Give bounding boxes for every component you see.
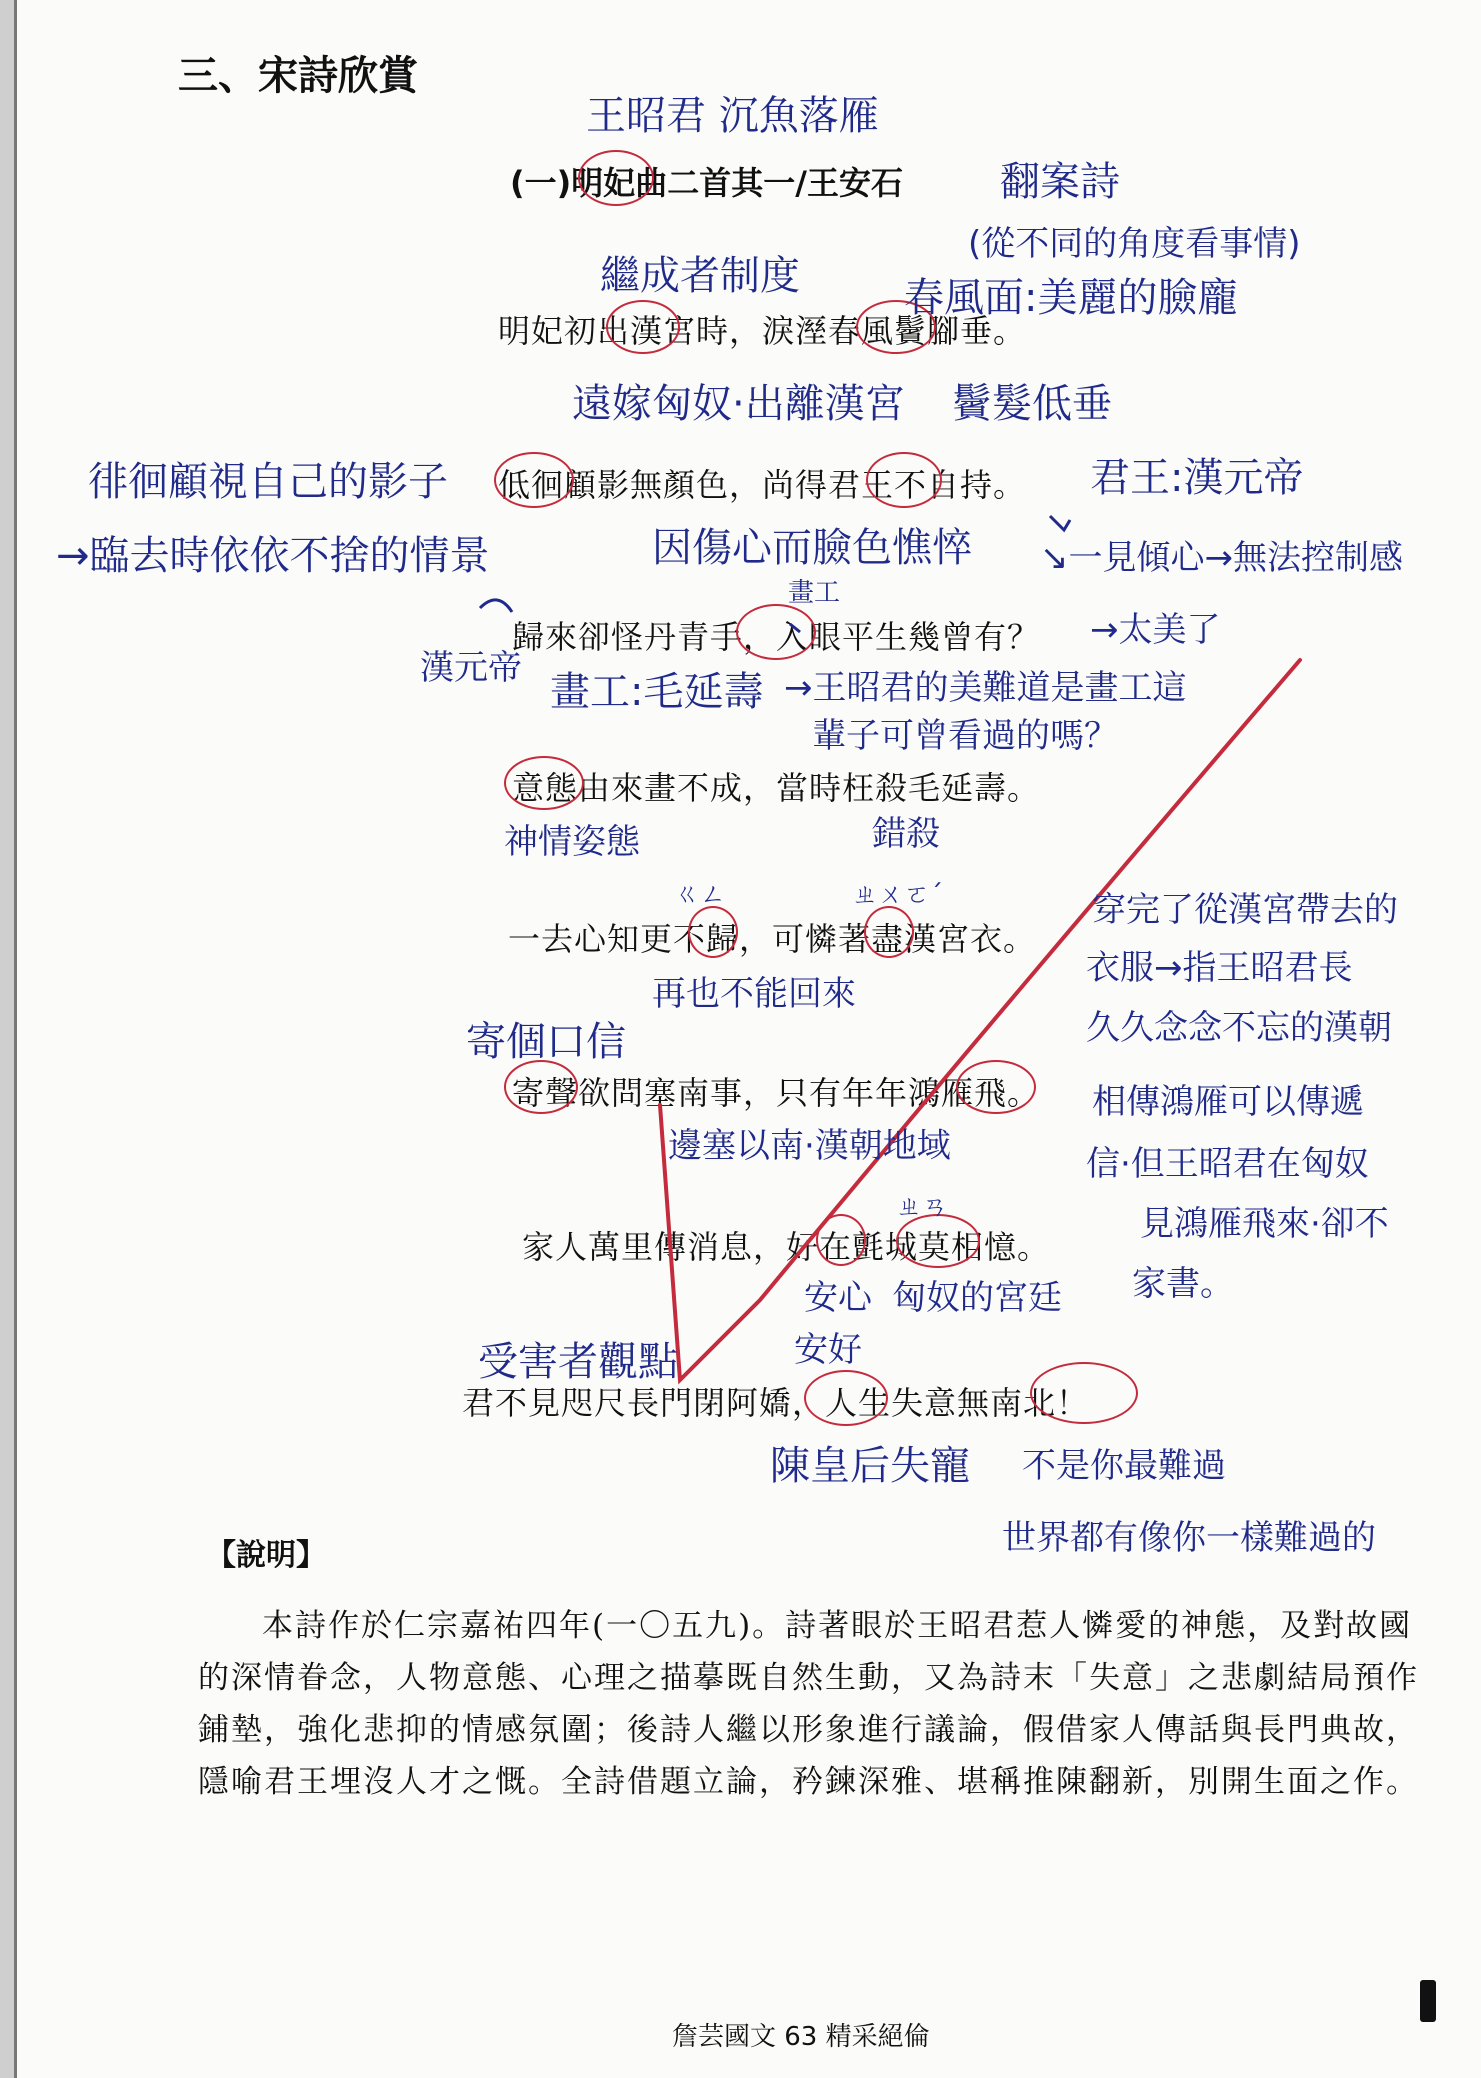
handwritten-note: ㄍㄥ [674,880,727,910]
handwritten-note: 徘徊顧視自己的影子 [88,459,448,505]
poem-line: 家人萬里傳消息，好在氈城莫相憶。 [522,1228,1051,1266]
handwritten-note: 信·但王昭君在匈奴 [1086,1144,1369,1184]
handwritten-note: ↘一見傾心→無法控制感 [1040,538,1403,578]
handwritten-note: 鬢髮低垂 [952,381,1112,427]
handwritten-note: 王昭君 沉魚落雁 [586,93,879,139]
handwritten-note: 安心 [804,1278,872,1318]
explanation-heading: 【說明】 [206,1538,326,1573]
poem-line: 歸來卻怪丹青手，入眼平生幾曾有？ [512,618,1041,656]
handwritten-note: 寄個口信 [466,1019,626,1065]
poem-line: 明妃初出漢宮時，淚溼春風鬢腳垂。 [498,312,1027,350]
handwritten-note: (從不同的角度看事情) [968,224,1301,264]
handwritten-note: 畫工:毛延壽 [550,669,764,715]
explanation-text: 本詩作於仁宗嘉祐四年(一〇五九)。詩著眼於王昭君惹人憐愛的神態，及對故國的深情眷念，人物意態、心理之描摹既自然生動，又為詩末「失意」之悲劇結局預作鋪墊，強化悲抑的情感氛圍；後詩人繼以形象進行議論，假借家人傳話與長門典故，隱喻君王埋沒人才之慨。全詩借題立論，矜鍊深雅、堪稱推陳翻新，別開生面之作。 [198,1608,1419,1800]
handwritten-note: 春風面:美麗的臉龐 [904,275,1238,321]
handwritten-note: ㄓㄢ [896,1192,949,1222]
handwritten-note: 受害者觀點 [478,1339,678,1385]
handwritten-note: 再也不能回來 [652,974,856,1014]
handwritten-note: 陳皇后失寵 [770,1443,970,1489]
handwritten-note: →王昭君的美難道是畫工這 [784,668,1187,708]
section-title: 三、宋詩欣賞 [178,53,418,99]
poem-title: (一)明妃曲二首其一/王安石 [510,164,903,202]
handwritten-note: 相傳鴻雁可以傳遞 [1092,1082,1364,1122]
handwritten-note: 世界都有像你一樣難過的 [1002,1518,1376,1558]
handwritten-note: 安好 [794,1330,862,1370]
poem-line: 君不見咫尺長門閉阿嬌，人生失意無南北！ [462,1384,1090,1422]
handwritten-note: 邊塞以南·漢朝地域 [668,1126,951,1166]
handwritten-note: 久久念念不忘的漢朝 [1086,1008,1392,1048]
poem-line: 一去心知更不歸，可憐著盡漢宮衣。 [508,920,1037,958]
handwritten-note: 輩子可曾看過的嗎？ [812,716,1118,756]
handwritten-note: 遠嫁匈奴·出離漢宮 [572,381,905,427]
handwritten-note: 不是你最難過 [1022,1446,1226,1486]
page-footer: 詹芸國文 63 精采絕倫 [672,2022,930,2052]
handwritten-note: 因傷心而臉色憔悴 [652,525,972,571]
handwritten-note: ㄓㄨㄛˊ [852,880,944,910]
handwritten-note: 見鴻雁飛來·卻不 [1140,1204,1389,1244]
handwritten-note: 匈奴的宮廷 [892,1278,1062,1318]
handwritten-note: →太美了 [1090,610,1221,650]
handwritten-note: 錯殺 [872,814,940,854]
handwritten-note: 漢元帝 [420,648,522,688]
handwritten-note: 繼成者制度 [600,253,800,299]
handwritten-note: 神情姿態 [504,822,640,862]
handwritten-note: 穿完了從漢宮帶去的 [1092,890,1398,930]
handwritten-note: 畫工 [788,578,841,608]
poem-line: 低徊顧影無顏色，尚得君王不自持。 [498,466,1027,504]
handwritten-note: 家書。 [1132,1264,1234,1304]
handwritten-note: 君王:漢元帝 [1090,455,1304,501]
handwritten-note: 翻案詩 [1000,159,1120,205]
poem-line: 寄聲欲問塞南事，只有年年鴻雁飛。 [512,1074,1041,1112]
poem-line: 意態由來畫不成，當時枉殺毛延壽。 [512,769,1041,807]
handwritten-note: 衣服→指王昭君長 [1086,948,1353,988]
binder-clip [1420,1980,1436,2022]
handwritten-note: →臨去時依依不捨的情景 [56,533,490,579]
